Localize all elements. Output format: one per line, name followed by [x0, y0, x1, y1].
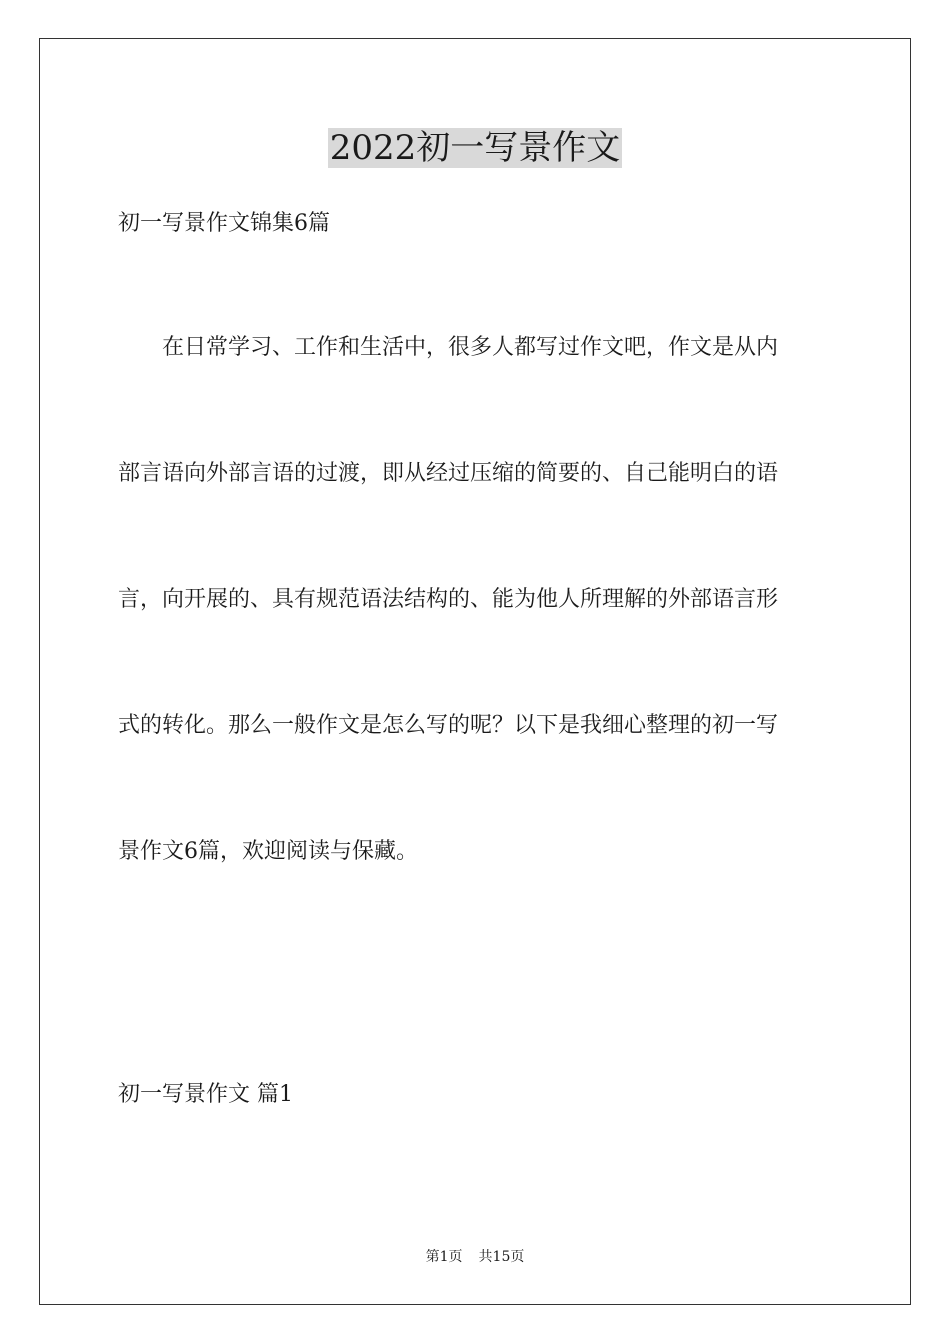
page-footer — [0, 1247, 950, 1267]
page-total: 共15页 — [478, 1249, 525, 1265]
paragraph-line: 在日常学习、工作和生活中，很多人都写过作文吧，作文是从内 — [118, 335, 779, 360]
page-number: 第1页 — [425, 1249, 463, 1265]
document-subtitle: 初一写景作文锦集6篇 — [118, 211, 330, 236]
paragraph-line: 言，向开展的、具有规范语法结构的、能为他人所理解的外部语言形 — [118, 587, 779, 612]
paragraph-line: 部言语向外部言语的过渡，即从经过压缩的简要的、自己能明白的语 — [118, 461, 779, 486]
document-title-text: 2022初一写景作文 — [329, 128, 621, 168]
paragraph-line: 式的转化。那么一般作文是怎么写的呢？以下是我细心整理的初一写 — [118, 713, 779, 738]
paragraph-line: 景作文6篇，欢迎阅读与保藏。 — [118, 839, 418, 864]
document-title — [0, 126, 950, 170]
section-heading: 初一写景作文 篇1 — [118, 1082, 293, 1107]
